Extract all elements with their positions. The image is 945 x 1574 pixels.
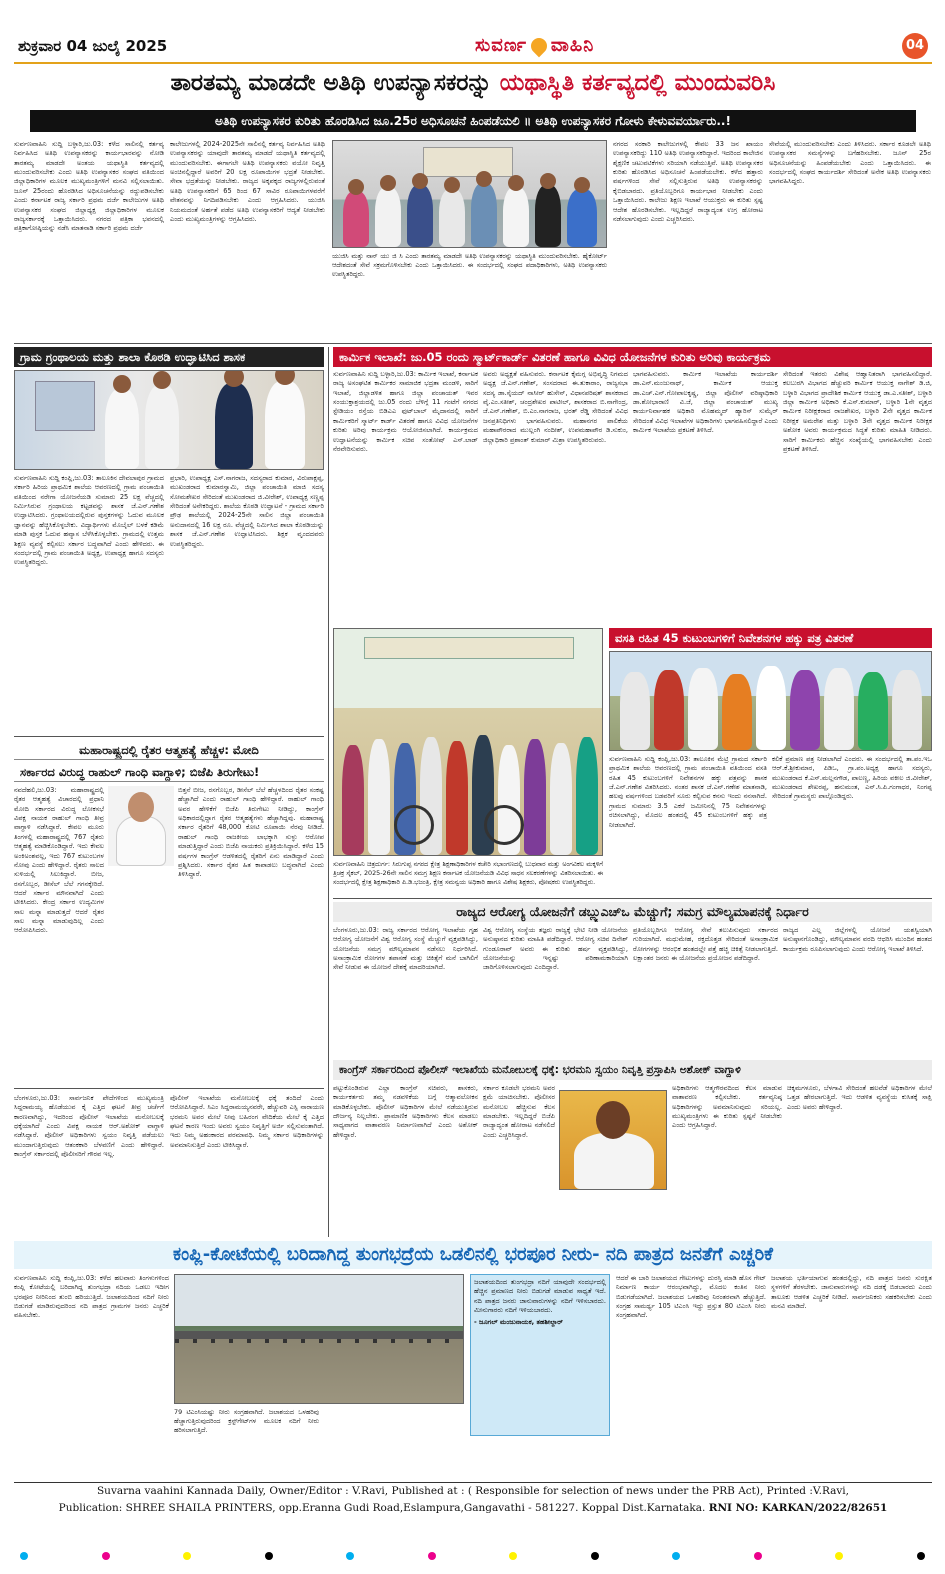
houses-headline[interactable]: ವಸತಿ ರಹಿತ 45 ಕುಟುಂಬಗಳಿಗೆ ನಿವೇಶನಗಳ ಹಕ್ಕು ಪತ್ರ ವಿತರಣೆ — [609, 628, 932, 648]
divider — [14, 736, 324, 737]
divider — [14, 343, 932, 344]
lead-column-4: ಸೇವೆಯಲ್ಲಿ ಮುಂದುವರಿಸಬೇಕು ಎಂದು ತಿಳಿಸಿದರು. ಸರ್ಕಾರ ಕೂಡಲೇ ಅತಿಥಿ ಉಪನ್ಯಾಸಕರ ಸಮಸ್ಯೆಗಳನ್ನು ಬಗೆಹರಿಸಬೇಕು. ಜೂನ್ 25ರ ಅಧಿಸೂಚನೆಯನ್ನು ಹಿಂಪಡೆಯಬೇಕು ಎಂದು ಒತ್ತಾಯಿಸಿದರು. ಈ ಸಂದರ್ಭದಲ್ಲಿ ಸಂಘದ ಕಾರ್ಯದರ್ಶಿ ಸೇರಿದಂತೆ ಅನೇಕ ಅತಿಥಿ ಉಪನ್ಯಾಸಕರು ಭಾಗವಹಿಸಿದ್ದರು. — [769, 140, 931, 186]
tricycle-distribution-photo — [333, 628, 603, 856]
imprint-line-1: Suvarna vaahini Kannada Daily, Owner/Editor : V.Ravi, Published at : ( Responsible for selection of news under the PRB Act), Printed :V.Ravi, — [96, 1485, 850, 1497]
river-photo-caption: 79 ಟಿಎಂಸಿಯಷ್ಟು ನೀರು ಸಂಗ್ರಹವಾಗಿದೆ. ಜಲಾಶಯದ ಒಳಹರಿವು ಹೆಚ್ಚಾಗುತ್ತಿರುವುದರಿಂದ ಕ್ರಸ್ಟ್‌ಗೇಟ್‌ಗಳ ಮೂಲಕ ನದಿಗೆ ನೀರು ಹರಿಸಲಾಗುತ್ತಿದೆ. — [174, 1408, 319, 1434]
river-headline[interactable]: ಕಂಪ್ಲಿ-ಕೋಟೆಯಲ್ಲಿ ಬರಿದಾಗಿದ್ದ ತುಂಗಭದ್ರೆಯ ಒಡಲಿನಲ್ಲಿ ಭರಪೂರ ನೀರು- ನದಿ ಪಾತ್ರದ ಜನತೆಗೆ ಎಚ್ಚರಿಕೆ — [14, 1241, 932, 1269]
river-column-4: ಜಲಾಶಯ ಭರ್ತಿಯಾಗುವ ಹಂತದಲ್ಲಿದ್ದು, ನದಿ ಪಾತ್ರದ ಜನರು ಸುರಕ್ಷಿತ ಸ್ಥಳಗಳಿಗೆ ತೆರಳಬೇಕು. ಜಾನುವಾರುಗಳನ್ನು ನದಿ ದಡಕ್ಕೆ ಬಿಡಬಾರದು ಎಂದು ತಾಲೂಕು ಆಡಳಿತ ಎಚ್ಚರಿಕೆ ನೀಡಿದೆ. ಸಾರ್ವಜನಿಕರು ಸಹಕರಿಸಬೇಕು ಎಂದು ಮನವಿ ಮಾಡಿದೆ. — [771, 1274, 932, 1311]
labour-column-2: ಅವರು ಅಧ್ಯಕ್ಷತೆ ವಹಿಸುವರು. ಕರ್ನಾಟಕ ಕೈಮಗ್ಗ ಅಭಿವೃದ್ಧಿ ನಿಗಮದ ಅಧ್ಯಕ್ಷ ಜೆ.ಎನ್.ಗಣೇಶ್, ಸಂಸದರಾದ ಈ.ತುಕಾರಾಂ, ರಾಜ್ಯಸಭಾ ಸದಸ್ಯ ಡಾ.ಸೈಯದ್ ನಾಸೀರ್ ಹುಸೇನ್, ವಿಧಾನಪರಿಷತ್ ಶಾಸಕರಾದ ವೈ.ಎಂ.ಸತೀಶ್, ಚಂದ್ರಶೇಖರ ಪಾಟೀಲ್, ಶಾಸಕರಾದ ಬಿ.ನಾಗೇಂದ್ರ, ಜೆ.ಎನ್.ಗಣೇಶ್, ಬಿ.ಎಂ.ನಾಗರಾಜ, ಭರತ್ ರೆಡ್ಡಿ ಸೇರಿದಂತೆ ವಿವಿಧ ಜನಪ್ರತಿನಿಧಿಗಳು ಭಾಗವಹಿಸುವರು. ಮಹಾನಗರ ಪಾಲಿಕೆಯ ಮಹಾಪೌರರಾದ ಮುಲ್ಲಂಗಿ ನಂದೀಶ್, ಉಪಮಹಾಪೌರ ಡಿ.ಸುಕುಂ, ಜಿಲ್ಲಾಧಿಕಾರಿ ಪ್ರಶಾಂತ್ ಕುಮಾರ್ ಮಿಶ್ರಾ ಉಪಸ್ಥಿತರಿರುವರು. — [483, 370, 628, 444]
cyan-dot-icon — [346, 1552, 354, 1560]
police-column-1: ಬೆಂಗಳೂರು,ಜು.03: ಸಾರ್ವಜನಿಕ ಪೇದೆಗಳಿಂದ ಮುಖ್ಯಮಂತ್ರಿ ಸಿದ್ದರಾಮಯ್ಯ ಹೊಡೆಯುವ ಕೈ ಎತ್ತಿದ ಘಟನೆ ತೀವ್ರ ಚರ್ಚೆಗೆ ಕಾರಣವಾಗಿದ್ದು, ಇದರಿಂದ ಪೊಲೀಸ್ ಇಲಾಖೆಯ ಮನೋಬಲಕ್ಕೆ ಧಕ್ಕೆಯಾಗಿದೆ ಎಂದು ವಿಪಕ್ಷ ನಾಯಕ ಆರ್.ಅಶೋಕ್ ವಾಗ್ದಾಳಿ ನಡೆಸಿದ್ದಾರೆ. ಪೊಲೀಸ್ ಅಧಿಕಾರಿಗಳು ಸ್ವಯಂ ನಿವೃತ್ತಿ ಪಡೆಯಲು ಮುಂದಾಗುತ್ತಿರುವುದು ಆತಂಕಕಾರಿ ಬೆಳವಣಿಗೆ ಎಂದು ಹೇಳಿದ್ದಾರೆ. ಕಾಂಗ್ರೆಸ್ ಸರ್ಕಾರದಲ್ಲಿ ಪೊಲೀಸರಿಗೆ ಗೌರವ ಇಲ್ಲ. — [14, 1094, 164, 1159]
page-number: 04 — [902, 33, 928, 59]
labour-headline[interactable]: ಕಾರ್ಮಿಕ ಇಲಾಖೆ: ಜು.05 ರಂದು ಸ್ಮಾರ್ಟ್‌ಕಾರ್ಡ್ ವಿತರಣೆ ಹಾಗೂ ವಿವಿಧ ಯೋಜನೆಗಳ ಕುರಿತು ಅರಿವು ಕಾರ್ಯಕ್ರಮ — [333, 347, 932, 367]
lead-photo — [332, 140, 607, 248]
river-column-1b — [324, 1408, 464, 1478]
health-headline[interactable]: ರಾಜ್ಯದ ಆರೋಗ್ಯ ಯೋಜನೆಗೆ ಡಬ್ಲ್ಯುಎಚ್‌ಒ ಮೆಚ್ಚುಗೆ; ಸಮಗ್ರ ಮೌಲ್ಯಮಾಪನಕ್ಕೆ ನಿರ್ಧಾರ — [333, 902, 932, 922]
black-dot-icon — [591, 1552, 599, 1560]
farmers-column-2: ಬಿತ್ತನೆ ಬೀಜ, ರಸಗೊಬ್ಬರ, ಡೀಸೆಲ್ ಬೆಲೆ ಹೆಚ್ಚಳದಿಂದ ರೈತರ ಸಂಕಷ್ಟ ಹೆಚ್ಚಾಗಿದೆ ಎಂದು ರಾಹುಲ್ ಗಾಂಧಿ ಹೇಳಿದ್ದಾರೆ. ರಾಹುಲ್ ಗಾಂಧಿ ಅವರ ಹೇಳಿಕೆಗೆ ಬಿಜೆಪಿ ತಿರುಗೇಟು ನೀಡಿದ್ದು, ಕಾಂಗ್ರೆಸ್ ಅಧಿಕಾರದಲ್ಲಿದ್ದಾಗ ರೈತರ ಆತ್ಮಹತ್ಯೆಗಳು ಹೆಚ್ಚಾಗಿದ್ದವು. ಮಹಾರಾಷ್ಟ್ರ ಸರ್ಕಾರ ರೈತರಿಗೆ 48,000 ಕೋಟಿ ರೂಪಾಯಿ ನೆರವು ನೀಡಿದೆ. ರಾಹುಲ್ ಗಾಂಧಿ ರಾಜಕೀಯ ಲಾಭಕ್ಕಾಗಿ ಸುಳ್ಳು ಆರೋಪ ಮಾಡುತ್ತಿದ್ದಾರೆ ಎಂದು ಬಿಜೆಪಿ ನಾಯಕರು ಪ್ರತಿಕ್ರಿಯಿಸಿದ್ದಾರೆ. ಕಳೆದ 15 ವರ್ಷಗಳ ಕಾಂಗ್ರೆಸ್ ಆಡಳಿತದಲ್ಲಿ ರೈತರಿಗೆ ಏನು ಮಾಡಿದ್ದಾರೆ ಎಂದು ಪ್ರಶ್ನಿಸಿದರು. ಸರ್ಕಾರ ರೈತರ ಹಿತ ಕಾಪಾಡಲು ಬದ್ಧವಾಗಿದೆ ಎಂದು ತಿಳಿಸಿದ್ದಾರೆ. — [178, 786, 324, 879]
labour-column-1: ಸುರ್ವಣವಾಹಿನಿ ಸುದ್ದಿ ಬಳ್ಳಾರಿ,ಜು.03: ಕಾರ್ಮಿಕ ಇಲಾಖೆ, ಕರ್ನಾಟಕ ರಾಜ್ಯ ಅಸಂಘಟಿತ ಕಾರ್ಮಿಕರ ಸಾಮಾಜಿಕ ಭದ್ರತಾ ಮಂಡಳಿ, ಸಾರಿಗೆ ಇಲಾಖೆ, ಜಿಲ್ಲಾಡಳಿತ ಹಾಗೂ ಜಿಲ್ಲಾ ಪಂಚಾಯತ್ ಇವರ ಸಂಯುಕ್ತಾಶ್ರಯದಲ್ಲಿ ಜು.05 ರಂದು ಬೆಳಿಗ್ಗೆ 11 ಗಂಟೆಗೆ ನಗರದ ಸ್ಟೇಡಿಯಂ ರಸ್ತೆಯ ಬಿಡಿಎಎ ಫುಟ್‌ಬಾಲ್ ಮೈದಾನದಲ್ಲಿ ಸಾರಿಗೆ ಕಾರ್ಮಿಕರಿಗೆ ಸ್ಮಾರ್ಟ್ ಕಾರ್ಡ್ ವಿತರಣೆ ಹಾಗೂ ವಿವಿಧ ಯೋಜನೆಗಳ ಕುರಿತು ಅರಿವು ಕಾರ್ಯಕ್ರಮ ಆಯೋಜಿಸಲಾಗಿದೆ. ಕಾರ್ಯಕ್ರಮದ ಉದ್ಘಾಟನೆಯನ್ನು ಕಾರ್ಮಿಕ ಸಚಿವ ಸಂತೋಷ್ ಎಸ್.ಲಾಡ್ ನೆರವೇರಿಸುವರು. — [333, 370, 478, 453]
yellow-dot-icon — [509, 1552, 517, 1560]
lead-column-1: ಸುರ್ವಣವಾಹಿನಿ ಸುದ್ದಿ ಬಳ್ಳಾರಿ,ಜು.03: ಕಳೆದ ಸಾಲಿನಲ್ಲಿ ಕರ್ತವ್ಯ ನಿರ್ವಹಿಸಿದ ಅತಿಥಿ ಉಪನ್ಯಾಸಕರನ್ನು ಕಾರ್ಯಭಾರವನ್ನು ನೋಡಿ ತಾರತಮ್ಯ ಮಾಡದೇ ಅಂತಯ ಯಥಾಸ್ಥಿತಿ ಕರ್ತವ್ಯದಲ್ಲಿ ಮುಂದುವರಿಸಬೇಕು ಎಂದು ಅತಿಥಿ ಉಪನ್ಯಾಸಕರ ಸಂಘದ ವತಿಯಿಂದ ಜಿಲ್ಲಾಧಿಕಾರಿಗಳ ಮೂಲಕ ಮುಖ್ಯಮಂತ್ರಿಗಳಿಗೆ ಮನವಿ ಸಲ್ಲಿಸಲಾಯಿತು. ಜೂನ್ 25ರಂದು ಹೊರಡಿಸಿದ ಅಧಿಸೂಚನೆಯನ್ನು ರದ್ದುಪಡಿಸಬೇಕು ಎಂದು ಕರ್ನಾಟಕ ರಾಜ್ಯ ಸರ್ಕಾರಿ ಪ್ರಥಮ ದರ್ಜೆ ಕಾಲೇಜುಗಳ ಅತಿಥಿ ಉಪನ್ಯಾಸಕರ ಸಂಘದ ಜಿಲ್ಲಾಧ್ಯಕ್ಷ ಜಿಲ್ಲಾಧಿಕಾರಿಗಳ ಮೂಲಕ ರಾಜ್ಯಸರ್ಕಾರಕ್ಕೆ ಒತ್ತಾಯಿಸಿದರು. ನಗರದ ಪತ್ರಿಕಾ ಭವನದಲ್ಲಿ ಪತ್ರಿಕಾಗೋಷ್ಠಿಯನ್ನು ನಡೆಸಿ ಮಾತನಾಡಿ ಸರ್ಕಾರಿ ಪ್ರಥಮ ದರ್ಜೆ — [14, 140, 164, 233]
houses-column-2: ಕಲಿಕೆ ಪ್ರಮಾಣ ಪತ್ರ ನೀಡಲಾಗಿದೆ ಎಂದರು. ಈ ಸಂದರ್ಭದಲ್ಲಿ ತಾ.ಪಂ.ಇಒ ಆರ್.ಕೆ.ಶ್ರೀಕುಮಾರ, ಪಿಡಿಒ, ಗ್ರಾ.ಪಂ.ಅಧ್ಯಕ್ಷ ಹಾಗೂ ಸದಸ್ಯರು, ಮುಖಂಡರಾದ ಕೆ.ಎಸ್.ಮಲ್ಲನಗೌಡ, ಪಾಲಣ್ಣ, ಹಿರಿಯ ವಕೀಲ ಜಿ.ವೀರೇಶ್, ಮುಖಂಡರಾದ ಶೇಖರಪ್ಪ, ಹನುಮಂತ, ಎನ್.ಸಿ.ಪಿ.ಗಂಗಾಧರ, ನಿಂಗಪ್ಪ ಸೇರಿದಂತೆ ಗ್ರಾಮಸ್ಥರು ಪಾಲ್ಗೊಂಡಿದ್ದರು. — [772, 755, 932, 801]
library-column-2: ಪ್ರಭಾರಿ, ಉಪಾಧ್ಯಕ್ಷ ಎಸ್.ನಾಗರಾಜ, ಸದಸ್ಯರಾದ ಕುಮಾರ, ವಿರುಪಾಕ್ಷಪ್ಪ, ಮುಖಂಡರಾದ ಕುಮಾರಸ್ವಾಮಿ, ಜಿಲ್ಲಾ ಪಂಚಾಯಿತಿ ಮಾಜಿ ಸದಸ್ಯ ಸೋಮಶೇಖರ ಸೇರಿದಂತೆ ಮುಖಂಡರಾದ ಜಿ.ವೀರೇಶ್, ಉಪಾಧ್ಯಕ್ಷ ಸಣ್ಣಪ್ಪ ಸೇರಿದಂತೆ ಅನೇಕರಿದ್ದರು. ಶಾಲೆಯ ಕೊಠಡಿ ಉದ್ಘಾಟನೆ - ಗ್ರಾಮದ ಸರ್ಕಾರಿ ಪ್ರೌಢ ಶಾಲೆಯಲ್ಲಿ 2024-25ನೇ ಸಾಲಿನ ಜಿಲ್ಲಾ ಪಂಚಾಯಿತಿ ಅನುದಾನದಲ್ಲಿ 16 ಲಕ್ಷ ರೂ. ವೆಚ್ಚದಲ್ಲಿ ನಿರ್ಮಿಸಿದ ಶಾಲಾ ಕೊಠಡಿಯನ್ನು ಶಾಸಕ ಜೆ.ಎನ್.ಗಣೇಶ ಉದ್ಘಾಟಿಸಿದರು. ಶಿಕ್ಷಕ ವೃಂದದವರು ಉಪಸ್ಥಿತರಿದ್ದರು. — [170, 474, 324, 548]
rahul-gandhi-photo — [108, 786, 174, 866]
houses-photo — [609, 651, 932, 751]
police-column-2: ಪೊಲೀಸ್ ಇಲಾಖೆಯ ಮನೋಬಲಕ್ಕೆ ಧಕ್ಕೆ ತಂದಿದೆ ಎಂದು ಆರೋಪಿಸಿದ್ದಾರೆ. ಸಿಎಂ ಸಿದ್ದರಾಮಯ್ಯನವರೇ, ಹೆಚ್ಚುವರಿ ಎಸ್ಪಿ ನಾರಾಯಣ ಭರಮನಿ ಅವರ ಮೇಲೆ ನೀವು ಬಹಿರಂಗ ವೇದಿಕೆಯ ಮೇಲೆ ಕೈ ಎತ್ತಿದ ಘಟನೆ ಕಾರಣ ಇಂದು ಅವರು ಸ್ವಯಂ ನಿವೃತ್ತಿಗೆ ಅರ್ಜಿ ಸಲ್ಲಿಸುವಂತಾಗಿದೆ. ಇದು ನಿಮ್ಮ ಅಹಂಕಾರದ ಪರಮಾವಧಿ. ನಿಮ್ಮ ಸರ್ಕಾರ ಅಧಿಕಾರಿಗಳನ್ನು ಅವಮಾನಿಸುತ್ತಿದೆ ಎಂದು ಟೀಕಿಸಿದ್ದಾರೆ. — [170, 1094, 324, 1149]
black-dot-icon — [917, 1552, 925, 1560]
lead-photo-caption: ಯುಜಿಸಿ ಮತ್ತು ನಾನ್ ಯು ಜಿ ಸಿ ಎಂದು ತಾರತಮ್ಯ ಮಾಡದೇ ಅತಿಥಿ ಉಪನ್ಯಾಸಕರನ್ನು ಯಥಾಸ್ಥಿತಿ ಮುಂದುವರಿಸಬೇಕು. ಹೈಕೋರ್ಟ್ ಆದೇಶದಂತೆ ಸೇವೆ ಸಕ್ರಮಗೊಳಿಸಬೇಕು ಎಂದು ಒತ್ತಾಯಿಸಿದರು. ಈ ಸಂದರ್ಭದಲ್ಲಿ ಸಂಘದ ಪದಾಧಿಕಾರಿಗಳು, ಅತಿಥಿ ಉಪನ್ಯಾಸಕರು ಉಪಸ್ಥಿತರಿದ್ದರು. — [332, 252, 607, 278]
health-column-3: ಪ್ರತಿಯೊಬ್ಬರಿಗೂ ಆರೋಗ್ಯ ಸೇವೆ ತಲುಪಿಸುವುದು ಸರ್ಕಾರದ ಗುರಿಯಾಗಿದೆ. ಮಧುಮೇಹ, ರಕ್ತದೊತ್ತಡ ಸೇರಿದಂತೆ ಅಸಾಂಕ್ರಾಮಿಕ ರೋಗಗಳನ್ನು ಆರಂಭಿಕ ಹಂತದಲ್ಲೇ ಪತ್ತೆ ಹಚ್ಚಿ ಚಿಕಿತ್ಸೆ ನೀಡಲಾಗುತ್ತಿದೆ. ಲಕ್ಷಾಂತರ ಜನರು ಈ ಯೋಜನೆಯ ಪ್ರಯೋಜನ ಪಡೆದಿದ್ದಾರೆ. — [633, 926, 778, 963]
yellow-dot-icon — [835, 1552, 843, 1560]
imprint-footer — [14, 1482, 932, 1534]
library-photo — [14, 370, 324, 470]
river-column-3: ಆದರೆ ಈ ಬಾರಿ ಜಲಾಶಯದ ಗೇಟುಗಳನ್ನು ದುರಸ್ತಿ ಮಾಡಿ ಹೊಸ ಗೇಟ್ ನಿರ್ಮಾಣ ಕಾರ್ಯ ಆರಂಭವಾಗಿದ್ದು, ಮೊದಲ ಕಂತಿನ ನೀರು ಬಿಡುಗಡೆಯಾಗಿದೆ. ಜಲಾಶಯದ ಒಳಹರಿವು ನಿರಂತರವಾಗಿ ಹೆಚ್ಚುತ್ತಿದೆ. ಸಂಗ್ರಹ ಸಾಮರ್ಥ್ಯ 105 ಟಿಎಂಸಿ ಇದ್ದು ಪ್ರಸ್ತುತ 80 ಟಿಎಂಸಿ ನೀರು ಸಂಗ್ರಹವಾಗಿದೆ. — [616, 1274, 766, 1320]
newspaper-logo[interactable] — [475, 34, 594, 58]
houses-column-1: ಸುರ್ವಣವಾಹಿನಿ ಸುದ್ದಿ ಕಂಪ್ಲಿ,ಜು.03: ತಾಲೂಕಿನ ಮೆಟ್ರಿ ಗ್ರಾಮದ ಸರ್ಕಾರಿ ಪ್ರಾಥಮಿಕ ಶಾಲೆಯ ಆವರಣದಲ್ಲಿ ಗ್ರಾಮ ಪಂಚಾಯಿತಿ ವತಿಯಿಂದ ವಸತಿ ರಹಿತ 45 ಕುಟುಂಬಗಳಿಗೆ ನಿವೇಶನಗಳ ಹಕ್ಕು ಪತ್ರವನ್ನು ಶಾಸಕ ಜೆ.ಎನ್.ಗಣೇಶ ವಿತರಿಸಿದರು. ನಂತರ ಶಾಸಕ ಜೆ.ಎನ್.ಗಣೇಶ ಮಾತನಾಡಿ, ಹಲವು ವರ್ಷಗಳಿಂದ ಬಡವರಿಗೆ ಸೂರು ಕಲ್ಪಿಸುವ ಕನಸು ಇಂದು ನನಸಾಗಿದೆ. ಗ್ರಾಮದ ಸುಮಾರು 3.5 ಎಕರೆ ಜಮೀನಿನಲ್ಲಿ 75 ನಿವೇಶನಗಳನ್ನು ರಚಿಸಲಾಗಿದ್ದು, ಮೊದಲ ಹಂತದಲ್ಲಿ 45 ಕುಟುಂಬಗಳಿಗೆ ಹಕ್ಕು ಪತ್ರ ನೀಡಲಾಗಿದೆ. — [609, 755, 767, 829]
farmers-column-1: ನವದೆಹಲಿ,ಜು.03: ಮಹಾರಾಷ್ಟ್ರದಲ್ಲಿ ರೈತರ ಆತ್ಮಹತ್ಯೆ ವಿಚಾರದಲ್ಲಿ ಪ್ರಧಾನಿ ಮೋದಿ ಸರ್ಕಾರದ ವಿರುದ್ಧ ಲೋಕಸಭೆ ವಿಪಕ್ಷ ನಾಯಕ ರಾಹುಲ್ ಗಾಂಧಿ ತೀವ್ರ ವಾಗ್ದಾಳಿ ನಡೆಸಿದ್ದಾರೆ. ಕೇವಲ ಮೂರು ತಿಂಗಳಲ್ಲಿ ಮಹಾರಾಷ್ಟ್ರದಲ್ಲಿ 767 ರೈತರು ಆತ್ಮಹತ್ಯೆ ಮಾಡಿಕೊಂಡಿದ್ದಾರೆ. ಇದು ಕೇವಲ ಅಂಕಿಅಂಶವಲ್ಲ, ಇದು 767 ಕುಟುಂಬಗಳ ನೋವು ಎಂದು ಹೇಳಿದ್ದಾರೆ. ರೈತರು ಸಾಲದ ಸುಳಿಯಲ್ಲಿ ಸಿಲುಕಿದ್ದಾರೆ. ಬೀಜ, ರಸಗೊಬ್ಬರ, ಡೀಸೆಲ್ ಬೆಲೆ ಗಗನಕ್ಕೇರಿದೆ. ಆದರೆ ಸರ್ಕಾರ ಮೌನವಾಗಿದೆ ಎಂದು ಟೀಕಿಸಿದರು. ಕೇಂದ್ರ ಸರ್ಕಾರ ಉದ್ಯಮಿಗಳ ಸಾಲ ಮನ್ನಾ ಮಾಡುತ್ತದೆ ಆದರೆ ರೈತರ ಸಾಲ ಮನ್ನಾ ಮಾಡುವುದಿಲ್ಲ ಎಂದು ಆರೋಪಿಸಿದರು. — [14, 786, 104, 935]
ashok-column-3: ಅಧಿಕಾರಿಗಳು ಆತ್ಮಗೌರವದಿಂದ ಕೆಲಸ ಮಾಡುವ ವಾತಾವರಣ ಕಲ್ಪಿಸಬೇಕು. ಕರ್ತವ್ಯನಿಷ್ಠ ಅಧಿಕಾರಿಗಳನ್ನು ಅವಮಾನಿಸುವುದು ಸರಿಯಲ್ಲ. ಮುಖ್ಯಮಂತ್ರಿಗಳು ಈ ಕುರಿತು ಸ್ಪಷ್ಟನೆ ನೀಡಬೇಕು ಎಂದು ಆಗ್ರಹಿಸಿದ್ದಾರೆ. — [672, 1084, 782, 1130]
ashok-photo — [559, 1090, 667, 1190]
tahsildar-quote-text: ಜಲಾಶಯದಿಂದ ತುಂಗಭದ್ರಾ ನದಿಗೆ ಯಾವುದೇ ಸಂದರ್ಭದಲ್ಲಿ ಹೆಚ್ಚಿನ ಪ್ರಮಾಣದ ನೀರು ಬಿಡುಗಡೆ ಮಾಡುವ ಸಾಧ್ಯತೆ ಇದೆ. ನದಿ ಪಾತ್ರದ ಜನರು ಜಾನುವಾರುಗಳನ್ನು ನದಿಗೆ ಇಳಿಸಬಾರದು. ಮೀನುಗಾರರು ನದಿಗೆ ಇಳಿಯಬಾರದು. — [474, 1278, 606, 1315]
lead-strapline: ಅತಿಥಿ ಉಪನ್ಯಾಸಕರ ಕುರಿತು ಹೊರಡಿಸಿದ ಜೂ.25ರ ಅಧಿಸೂಚನೆ ಹಿಂಪಡೆಯಲಿ ॥ ಅತಿಥಿ ಉಪನ್ಯಾಸಕರ ಗೋಳು ಕೇಳುವವರ್ಯಾರು..! — [30, 110, 916, 132]
library-column-1: ಸುರ್ವಣವಾಹಿನಿ ಸುದ್ದಿ ಕಂಪ್ಲಿ,ಜು.03: ತಾಲೂಕಿನ ದೇವಲಾಪುರ ಗ್ರಾಮದ ಸರ್ಕಾರಿ ಹಿರಿಯ ಪ್ರಾಥಮಿಕ ಶಾಲೆಯ ಆವರಣದಲ್ಲಿ ಗ್ರಾಮ ಪಂಚಾಯಿತಿ ವತಿಯಿಂದ ನರೇಗಾ ಯೋಜನೆಯಡಿ ಸುಮಾರು 25 ಲಕ್ಷ ವೆಚ್ಚದಲ್ಲಿ ನಿರ್ಮಿಸಿರುವ ಗ್ರಂಥಾಲಯ ಕಟ್ಟಡವನ್ನು ಶಾಸಕ ಜೆ.ಎನ್.ಗಣೇಶ ಉದ್ಘಾಟಿಸಿದರು. ಗ್ರಂಥಾಲಯದಲ್ಲಿರುವ ಪುಸ್ತಕಗಳನ್ನು ಓದುವ ಮೂಲಕ ಜ್ಞಾನವನ್ನು ಹೆಚ್ಚಿಸಿಕೊಳ್ಳಬೇಕು. ವಿದ್ಯಾರ್ಥಿಗಳು ಮೊಬೈಲ್ ಬಳಕೆ ಕಡಿಮೆ ಮಾಡಿ ಪುಸ್ತಕ ಓದುವ ಹವ್ಯಾಸ ಬೆಳೆಸಿಕೊಳ್ಳಬೇಕು. ಗ್ರಾಮದಲ್ಲಿ ಉತ್ತಮ ಶಿಕ್ಷಣ ವ್ಯವಸ್ಥೆ ಕಲ್ಪಿಸಲು ಸರ್ಕಾರ ಬದ್ಧವಾಗಿದೆ ಎಂದು ಹೇಳಿದರು. ಈ ಸಂದರ್ಭದಲ್ಲಿ ಗ್ರಾಮ ಪಂಚಾಯಿತಿ ಅಧ್ಯಕ್ಷ, ಉಪಾಧ್ಯಕ್ಷ ಹಾಗೂ ಸದಸ್ಯರು ಉಪಸ್ಥಿತರಿದ್ದರು. — [14, 474, 164, 567]
cyan-dot-icon — [672, 1552, 680, 1560]
ashok-column-4: ಚಿಕ್ಕಮಗಳೂರು, ಬೆಳಗಾವಿ ಸೇರಿದಂತೆ ಹಲವೆಡೆ ಅಧಿಕಾರಿಗಳ ಮೇಲೆ ಒತ್ತಡ ಹೇರಲಾಗುತ್ತಿದೆ. ಇದು ಆಡಳಿತ ವ್ಯವಸ್ಥೆಯ ಕುಸಿತಕ್ಕೆ ಸಾಕ್ಷಿ ಎಂದು ಅವರು ಹೇಳಿದ್ದಾರೆ. — [787, 1084, 932, 1111]
lead-headline[interactable] — [14, 68, 932, 106]
yellow-dot-icon — [183, 1552, 191, 1560]
health-column-2: ವಿಶ್ವ ಆರೋಗ್ಯ ಸಂಸ್ಥೆಯ ತಜ್ಞರು ರಾಜ್ಯಕ್ಕೆ ಭೇಟಿ ನೀಡಿ ಯೋಜನೆಯ ಅನುಷ್ಠಾನದ ಕುರಿತು ಮಾಹಿತಿ ಪಡೆದಿದ್ದಾರೆ. ಆರೋಗ್ಯ ಸಚಿವ ದಿನೇಶ್ ಗುಂಡೂರಾವ್ ಅವರು ಈ ಕುರಿತು ಹರ್ಷ ವ್ಯಕ್ತಪಡಿಸಿದ್ದು, ಯೋಜನೆಯನ್ನು ಇನ್ನಷ್ಟು ಪರಿಣಾಮಕಾರಿಯಾಗಿ ಜಾರಿಗೊಳಿಸಲಾಗುವುದು ಎಂದಿದ್ದಾರೆ. — [483, 926, 628, 972]
lead-column-2: ಕಾಲೇಜುಗಳಲ್ಲಿ 2024-2025ನೇ ಸಾಲಿನಲ್ಲಿ ಕರ್ತವ್ಯ ನಿರ್ವಹಿಸಿದ ಅತಿಥಿ ಉಪನ್ಯಾಸಕರನ್ನು ಯಾವುದೇ ತಾರತಮ್ಯ ಮಾಡದೆ ಯಥಾಸ್ಥಿತಿ ಕರ್ತವ್ಯದಲ್ಲಿ ಮುಂದುವರಿಸಬೇಕು. ಈಗಾಗಲೇ ಅತಿಥಿ ಉಪನ್ಯಾಸಕರು ವಯೋ ನಿವೃತ್ತಿ ಅಂಚಿನಲ್ಲಿದ್ದಾರೆ ಅವರಿಗೆ 20 ಲಕ್ಷ ರೂಪಾಯಿಗಳ ಭದ್ರತೆ ನೀಡಬೇಕು. ಸೇವಾ ಭದ್ರತೆಯನ್ನು ನೀಡಬೇಕು. ರಾಜ್ಯದ ಅಕ್ಕಪಕ್ಕದ ರಾಜ್ಯಗಳಲ್ಲಿರುವಂತೆ ಅತಿಥಿ ಉಪನ್ಯಾಸಕರಿಗೆ 65 ರಿಂದ 67 ಸಾವಿರ ರೂಪಾಯಿಗಳವರೆಗೆ ವೇತನವನ್ನು ನಿಗದಿಪಡಿಸಬೇಕು ಎಂದು ಆಗ್ರಹಿಸಿದರು. ಯುಜಿಸಿ ನಿಯಮದಂತೆ ಅರ್ಹತೆ ಪಡೆದ ಅತಿಥಿ ಉಪನ್ಯಾಸಕರಿಗೆ ಆದ್ಯತೆ ನೀಡಬೇಕು ಎಂದು ಮುಖ್ಯಮಂತ್ರಿಗಳನ್ನು ಆಗ್ರಹಿಸಿದರು. — [170, 140, 325, 223]
tahsildar-quote-box — [470, 1274, 610, 1436]
magenta-dot-icon — [102, 1552, 110, 1560]
magenta-dot-icon — [428, 1552, 436, 1560]
divider — [14, 1088, 324, 1089]
logo-left-text: ಸುವರ್ಣ — [474, 34, 527, 56]
flame-icon — [528, 35, 551, 58]
river-column-1: ಸುರ್ವಣವಾಹಿನಿ ಸುದ್ದಿ ಕಂಪ್ಲಿ,ಜು.03: ಕಳೆದ ಹಲವಾರು ತಿಂಗಳುಗಳಿಂದ ಕಂಪ್ಲಿ ಕೋಟೆಯಲ್ಲಿ ಬರಿದಾಗಿದ್ದ ತುಂಗಭದ್ರಾ ನದಿಯ ಒಡಲು ಇದೀಗ ಭರಪೂರ ನೀರಿನಿಂದ ತುಂಬಿ ಹರಿಯುತ್ತಿದೆ. ಜಲಾಶಯದಿಂದ ನದಿಗೆ ನೀರು ಬಿಡುಗಡೆ ಮಾಡಿರುವುದರಿಂದ ನದಿ ಪಾತ್ರದ ಗ್ರಾಮಗಳ ಜನರು ಎಚ್ಚರಿಕೆ ವಹಿಸಬೇಕು. — [14, 1274, 169, 1320]
farmers-kicker[interactable]: ಮಹಾರಾಷ್ಟ್ರದಲ್ಲಿ ರೈತರ ಆತ್ಮಹತ್ಯೆ ಹೆಚ್ಚಳ: ಮೋದಿ — [14, 740, 324, 760]
ashok-headline[interactable]: ಕಾಂಗ್ರೆಸ್ ಸರ್ಕಾರದಿಂದ ಪೊಲೀಸ್ ಇಲಾಖೆಯ ಮನೋಬಲಕ್ಕೆ ಧಕ್ಕೆ: ಭರಮನಿ ಸ್ವಯಂ ನಿವೃತ್ತಿ ಪ್ರಸ್ತಾಪಿಸಿ ಅಶೋಕ್ ವಾಗ್ದಾಳಿ — [333, 1060, 932, 1080]
tricycle-caption: ಸುರ್ವಣವಾಹಿನಿ ಚಿತ್ರದುರ್ಗ: ಸಿರುಗುಪ್ಪ ನಗರದ ಕ್ಷೇತ್ರ ಶಿಕ್ಷಣಾಧಿಕಾರಿಗಳ ಕಚೇರಿ ಸಭಾಂಗಣದಲ್ಲಿ ಬುಧವಾರ ಮತ್ತು ಅಂಗವಿಕಲ ಮಕ್ಕಳಿಗೆ ತ್ರಿಚಕ್ರ ಸೈಕಲ್, 2025-26ನೇ ಸಾಲಿನ ಸಮಗ್ರ ಶಿಕ್ಷಣ ಕರ್ನಾಟಕ ಯೋಜನೆಯಡಿ ವಿವಿಧ ಸಾಧನ ಸಲಕರಣೆಗಳನ್ನು ವಿತರಿಸಲಾಯಿತು. ಈ ಸಂದರ್ಭದಲ್ಲಿ ಕ್ಷೇತ್ರ ಶಿಕ್ಷಣಾಧಿಕಾರಿ ಪಿ.ಡಿ.ಭಜಂತ್ರಿ, ಕ್ಷೇತ್ರ ಸಮನ್ವಯ ಅಧಿಕಾರಿ ಹಾಗೂ ವಿಶೇಷ ಶಿಕ್ಷಕರು, ಪೋಷಕರು ಉಪಸ್ಥಿತರಿದ್ದರು. — [333, 860, 603, 886]
health-column-4: ರಾಜ್ಯದ ಎಲ್ಲ ಜಿಲ್ಲೆಗಳಲ್ಲಿ ಯೋಜನೆ ಯಶಸ್ವಿಯಾಗಿ ಅನುಷ್ಠಾನಗೊಂಡಿದ್ದು, ಮೌಲ್ಯಮಾಪನ ವರದಿ ಆಧರಿಸಿ ಮುಂದಿನ ಹಂತದ ಕಾರ್ಯಕ್ರಮ ರೂಪಿಸಲಾಗುವುದು ಎಂದು ಆರೋಗ್ಯ ಇಲಾಖೆ ತಿಳಿಸಿದೆ. — [783, 926, 932, 953]
imprint-publication: Publication: SHREE SHAILA PRINTERS, opp.Eranna Gudi Road,Eslampura,Gangavathi - 581227. Koppal Dist.Karnataka. — [58, 1502, 709, 1514]
imprint-line-2 — [14, 1500, 932, 1517]
divider — [333, 898, 932, 899]
issue-date: ಶುಕ್ರವಾರ 04 ಜುಲೈ 2025 — [18, 36, 168, 55]
cyan-dot-icon — [20, 1552, 28, 1560]
black-dot-icon — [265, 1552, 273, 1560]
lead-headline-part2: ಯಥಾಸ್ಥಿತಿ ಕರ್ತವ್ಯದಲ್ಲಿ ಮುಂದುವರಿಸಿ — [499, 70, 776, 96]
library-headline[interactable]: ಗ್ರಾಮ ಗ್ರಂಥಾಲಯ ಮತ್ತು ಶಾಲಾ ಕೊಠಡಿ ಉದ್ಘಾಟಿಸಿದ ಶಾಸಕ — [14, 347, 324, 367]
lead-headline-part1: ತಾರತಮ್ಯ ಮಾಡದೇ ಅತಿಥಿ ಉಪನ್ಯಾಸಕರನ್ನು — [170, 70, 500, 96]
health-column-1: ಬೆಂಗಳೂರು,ಜು.03: ರಾಜ್ಯ ಸರ್ಕಾರದ ಆರೋಗ್ಯ ಇಲಾಖೆಯ ಗೃಹ ಆರೋಗ್ಯ ಯೋಜನೆಗೆ ವಿಶ್ವ ಆರೋಗ್ಯ ಸಂಸ್ಥೆ ಮೆಚ್ಚುಗೆ ವ್ಯಕ್ತಪಡಿಸಿದ್ದು, ಯೋಜನೆಯ ಸಮಗ್ರ ಮೌಲ್ಯಮಾಪನ ನಡೆಸಲು ನಿರ್ಧರಿಸಿದೆ. ಅಸಾಂಕ್ರಾಮಿಕ ರೋಗಗಳ ತಪಾಸಣೆ ಮತ್ತು ಚಿಕಿತ್ಸೆಗೆ ಮನೆ ಬಾಗಿಲಿಗೆ ಸೇವೆ ನೀಡುವ ಈ ಯೋಜನೆ ದೇಶಕ್ಕೆ ಮಾದರಿಯಾಗಿದೆ. — [333, 926, 478, 972]
labour-column-3: ಭಾಗವಹಿಸುವರು. ಕಾರ್ಮಿಕ ಇಲಾಖೆಯ ಕಾರ್ಯದರ್ಶಿ ಡಾ.ಎನ್.ಮಂಜುನಾಥ್, ಕಾರ್ಮಿಕ ಆಯುಕ್ತ ಡಾ.ಎಚ್.ಎನ್.ಗೋಪಾಲಕೃಷ್ಣ, ಜಿಲ್ಲಾ ಪೊಲೀಸ್ ವರಿಷ್ಠಾಧಿಕಾರಿ ಡಾ.ಶೋಭಾರಾಣಿ ವಿ.ಜೆ, ಜಿಲ್ಲಾ ಪಂಚಾಯತ್ ಮುಖ್ಯ ಕಾರ್ಯನಿರ್ವಾಹಕ ಅಧಿಕಾರಿ ಮೊಹಮ್ಮದ್ ಹ್ಯಾರಿಸ್ ಸುಮೈರ್ ಸೇರಿದಂತೆ ವಿವಿಧ ಇಲಾಖೆಗಳ ಅಧಿಕಾರಿಗಳು ಭಾಗವಹಿಸಲಿದ್ದಾರೆ ಎಂದು ಕಾರ್ಮಿಕ ಇಲಾಖೆಯ ಪ್ರಕಟಣೆ ತಿಳಿಸಿದೆ. — [633, 370, 778, 435]
ashok-column-2: ಸರ್ಕಾರ ಕೂಡಲೇ ಭರಮನಿ ಅವರ ಕ್ಷಮೆ ಯಾಚಿಸಬೇಕು. ಪೊಲೀಸರ ಮನೋಬಲ ಹೆಚ್ಚಿಸುವ ಕೆಲಸ ಮಾಡಬೇಕು. ಇಲ್ಲದಿದ್ದರೆ ಬಿಜೆಪಿ ರಾಜ್ಯಾದ್ಯಂತ ಹೋರಾಟ ನಡೆಸಲಿದೆ ಎಂದು ಎಚ್ಚರಿಸಿದ್ದಾರೆ. — [483, 1084, 555, 1139]
print-registration-marks — [0, 1552, 945, 1562]
logo-right-text: ವಾಹಿನಿ — [550, 34, 595, 56]
ashok-column-1: ಪಟ್ಟುಕೊಂಡಿರುವ ಎಲ್ಲಾ ಕಾಂಗ್ರೆಸ್ ಸಚಿವರು, ಶಾಸಕರು, ಕಾರ್ಯಕರ್ತರು ತಮ್ಮ ನಡವಳಿಕೆಯ ಬಗ್ಗೆ ಆತ್ಮಾವಲೋಕನ ಮಾಡಿಕೊಳ್ಳಬೇಕು. ಪೊಲೀಸ್ ಅಧಿಕಾರಿಗಳ ಮೇಲೆ ನಡೆಯುತ್ತಿರುವ ದೌರ್ಜನ್ಯ ನಿಲ್ಲಬೇಕು. ಪ್ರಾಮಾಣಿಕ ಅಧಿಕಾರಿಗಳು ಕೆಲಸ ಮಾಡಲು ಸಾಧ್ಯವಾಗದ ವಾತಾವರಣ ನಿರ್ಮಾಣವಾಗಿದೆ ಎಂದು ಅಶೋಕ್ ಹೇಳಿದ್ದಾರೆ. — [333, 1084, 478, 1139]
divider — [328, 347, 329, 1237]
labour-column-4: ಸೇರಿದಂತೆ ಇತರರು ವಿಶೇಷ ಆಹ್ವಾನಿತರಾಗಿ ಭಾಗವಹಿಸಲಿದ್ದಾರೆ. ಕಲಬುರಗಿ ವಿಭಾಗದ ಹೆಚ್ಚುವರಿ ಕಾರ್ಮಿಕ ಆಯುಕ್ತ ನಾಗೇಶ್ ಡಿ.ಜಿ, ಬಳ್ಳಾರಿ ವಿಭಾಗದ ಪ್ರಾದೇಶಿಕ ಕಾರ್ಮಿಕ ಆಯುಕ್ತ ಡಾ.ಎ.ಸತೀಶ್, ಬಳ್ಳಾರಿ ಜಿಲ್ಲಾ ಕಾರ್ಮಿಕ ಅಧಿಕಾರಿ ಕೆ.ಎಸ್.ಕುಮಾರ್, ಬಳ್ಳಾರಿ 1ನೇ ವೃತ್ತದ ಕಾರ್ಮಿಕ ನಿರೀಕ್ಷಕರಾದ ರಾಜಶೇಖರ, ಬಳ್ಳಾರಿ 2ನೇ ವೃತ್ತದ ಕಾರ್ಮಿಕ ನಿರೀಕ್ಷಕ ಅಮರೇಶ ಮತ್ತು ಬಳ್ಳಾರಿ 3ನೇ ವೃತ್ತದ ಕಾರ್ಮಿಕ ನಿರೀಕ್ಷಕ ಅಶೋಕ ಅವರು ಕಾರ್ಯಕ್ರಮದ ಸಿದ್ಧತೆ ಕುರಿತು ಮಾಹಿತಿ ನೀಡಿದರು. ಸಾರಿಗೆ ಕಾರ್ಮಿಕರು ಹೆಚ್ಚಿನ ಸಂಖ್ಯೆಯಲ್ಲಿ ಭಾಗವಹಿಸಬೇಕು ಎಂದು ಪ್ರಕಟಣೆ ತಿಳಿಸಿದೆ. — [783, 370, 932, 453]
magenta-dot-icon — [754, 1552, 762, 1560]
imprint-rni: RNI NO: KARKAN/2022/82651 — [708, 1502, 888, 1514]
masthead — [14, 30, 932, 64]
tahsildar-quote-author: - ಜೂಗಲ್ ಮಂಜುನಾಯಕ, ತಹಶೀಲ್ದಾರ್ — [474, 1318, 563, 1327]
farmers-headline[interactable]: ಸರ್ಕಾರದ ವಿರುದ್ಧ ರಾಹುಲ್ ಗಾಂಧಿ ವಾಗ್ದಾಳಿ; ಬಿಜೆಪಿ ತಿರುಗೇಟು! — [14, 762, 324, 782]
river-photo — [174, 1274, 464, 1404]
lead-column-3: ನಗರದ ಸರಕಾರಿ ಕಾಲೇಜುಗಳಲ್ಲಿ ಕೇವಲ 33 ಜನ ಖಾಯಂ ಉಪನ್ಯಾಸಕರಿದ್ದು 110 ಅತಿಥಿ ಉಪನ್ಯಾಸಕರಿದ್ದಾರೆ. ಇದರಿಂದ ಕಾಲೇಜಿನ ಶೈಕ್ಷಣಿಕ ಚಟುವಟಿಕೆಗಳು ಸರಿಯಾಗಿ ನಡೆಯುತ್ತಿವೆ. ಅತಿಥಿ ಉಪನ್ಯಾಸಕರ ಕುರಿತು ಹೊರಡಿಸಿದ ಅಧಿಸೂಚನೆ ಹಿಂಪಡೆಯಬೇಕು. ಕಳೆದ ಹತ್ತಾರು ವರ್ಷಗಳಿಂದ ಸೇವೆ ಸಲ್ಲಿಸುತ್ತಿರುವ ಅತಿಥಿ ಉಪನ್ಯಾಸಕರನ್ನು ಕೈಬಿಡಬಾರದು. ಪ್ರತಿಯೊಬ್ಬರಿಗೂ ಕಾರ್ಯಭಾರ ನೀಡಬೇಕು ಎಂದು ಒತ್ತಾಯಿಸಿದರು. ಕಾಲೇಜು ಶಿಕ್ಷಣ ಇಲಾಖೆ ಆಯುಕ್ತರು ಈ ಕುರಿತು ಸ್ಪಷ್ಟ ಆದೇಶ ಹೊರಡಿಸಬೇಕು. ಇಲ್ಲದಿದ್ದರೆ ರಾಜ್ಯಾದ್ಯಂತ ಉಗ್ರ ಹೋರಾಟ ನಡೆಸಲಾಗುವುದು ಎಂದು ಎಚ್ಚರಿಸಿದರು. — [613, 140, 763, 223]
